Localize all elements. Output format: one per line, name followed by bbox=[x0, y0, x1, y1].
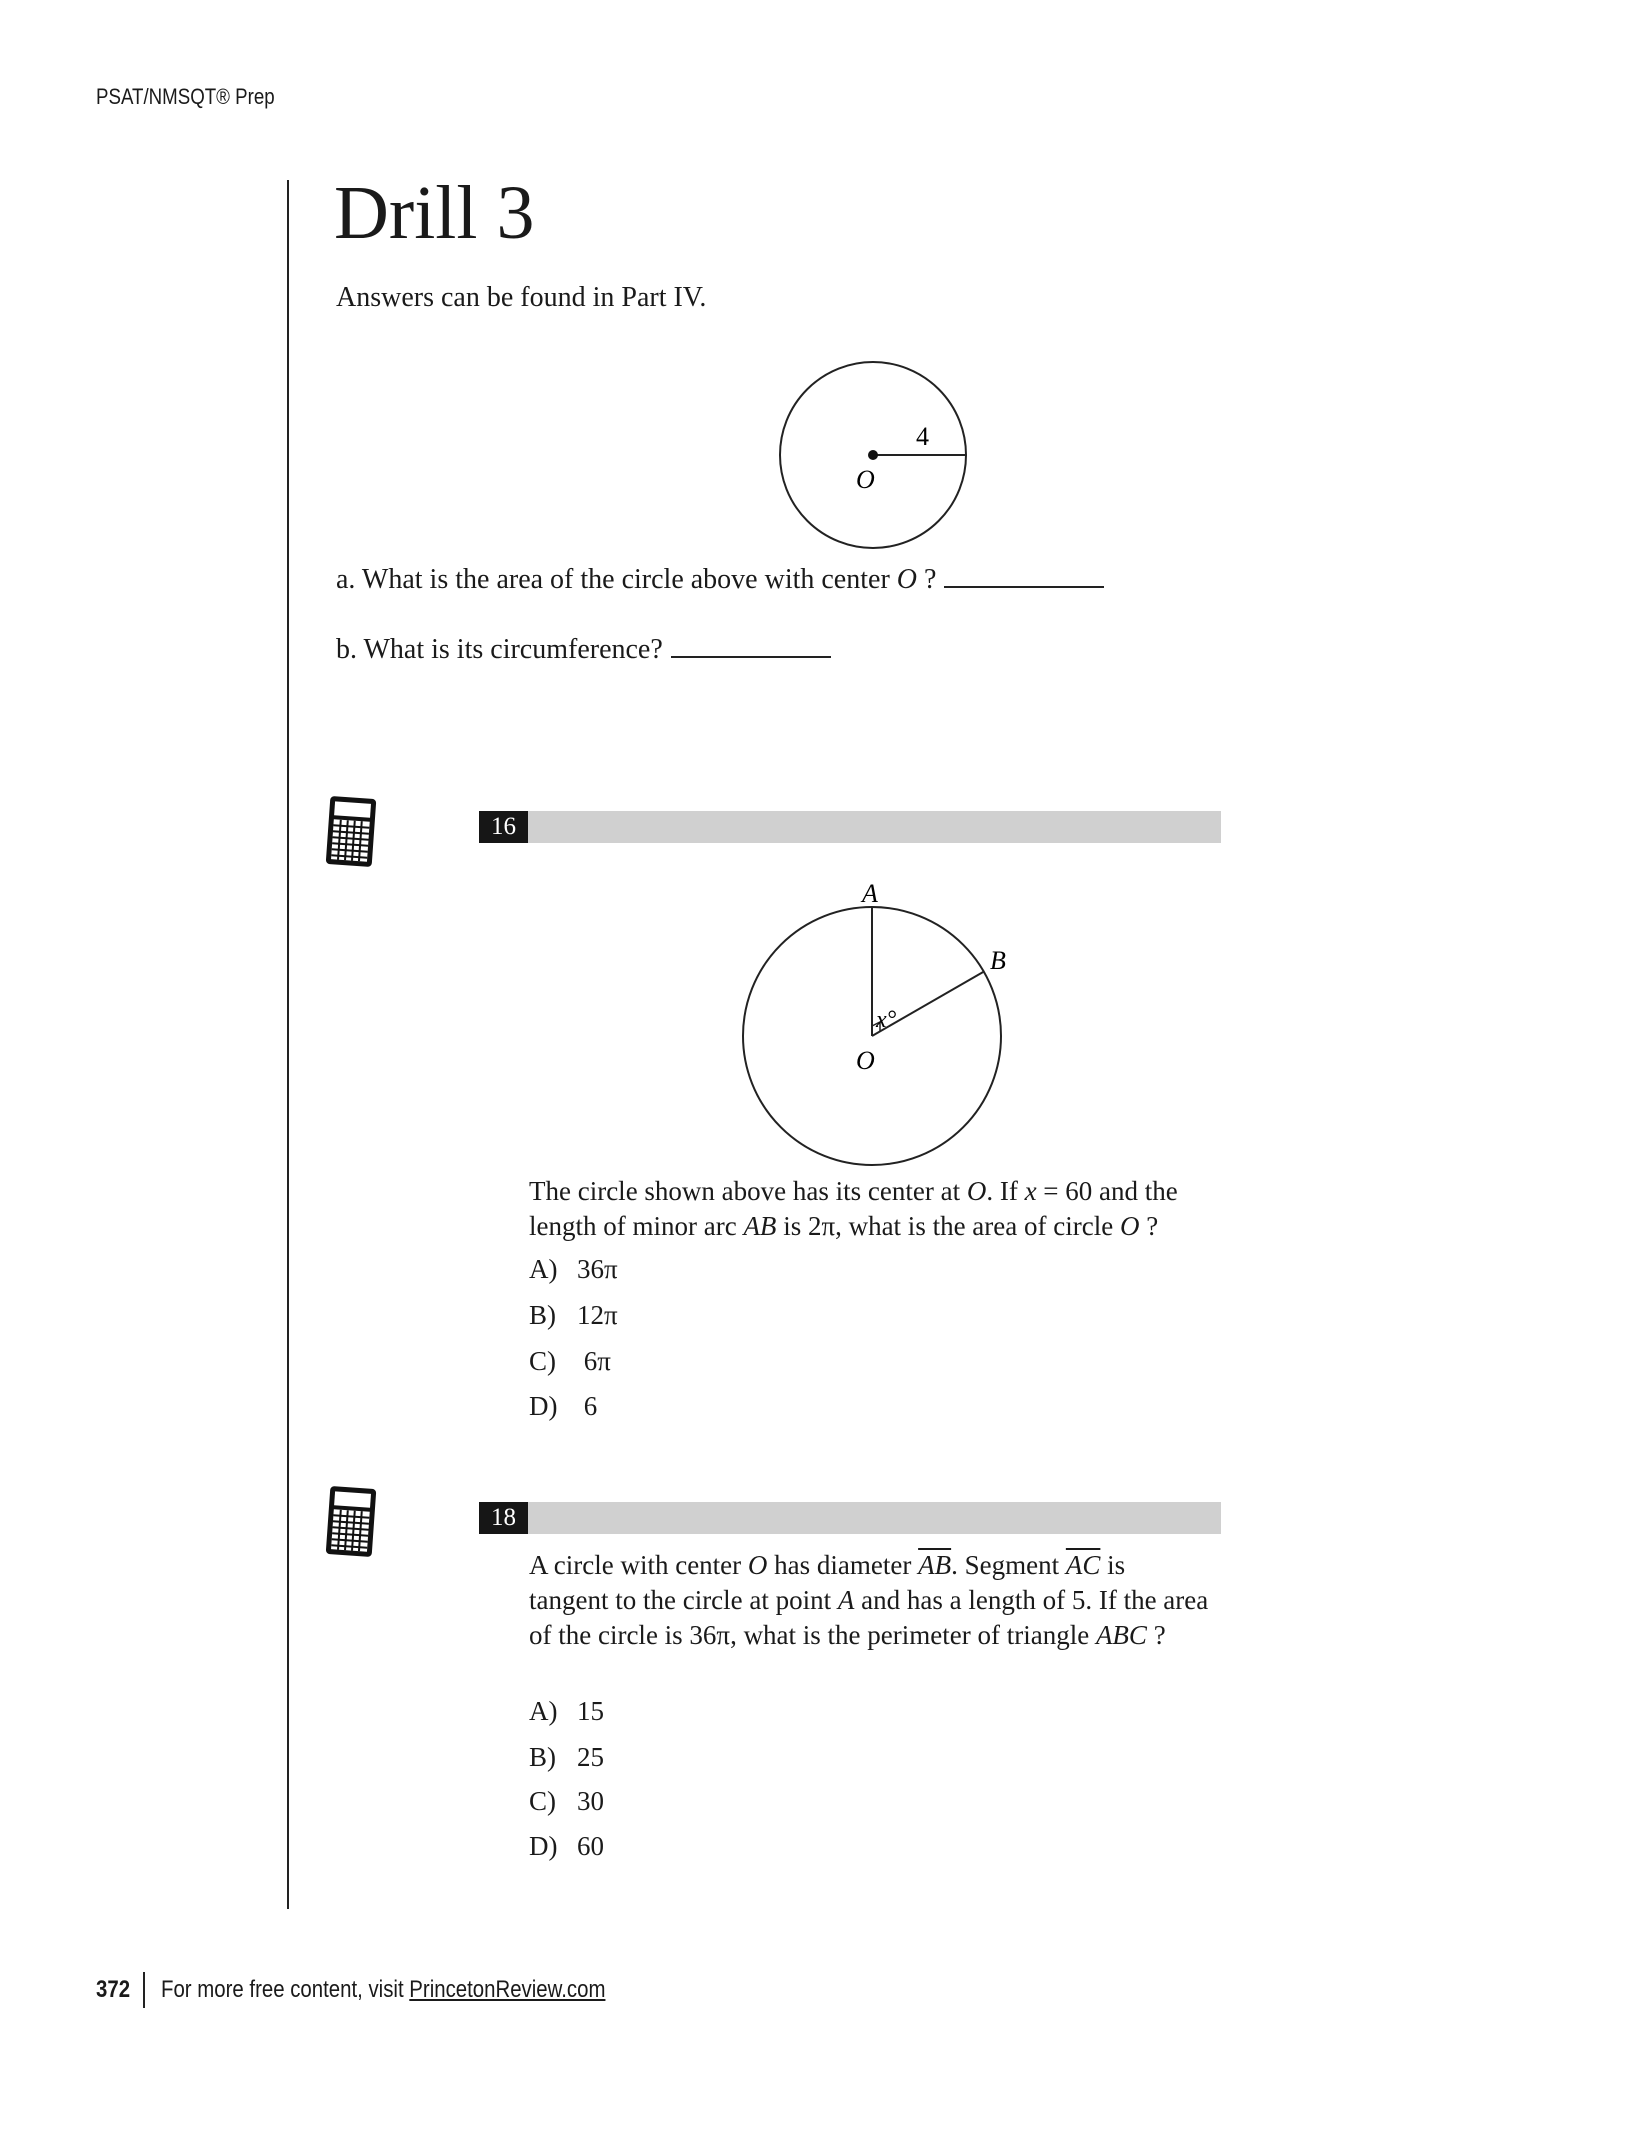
choice-d[interactable]: D) 6 bbox=[529, 1391, 598, 1421]
princeton-review-link[interactable]: PrincetonReview.com bbox=[409, 1976, 606, 2003]
running-head: PSAT/NMSQT® Prep bbox=[96, 84, 275, 109]
margin-rule bbox=[287, 180, 289, 1909]
footer-text: For more free content, visit PrincetonReview.com bbox=[161, 1976, 606, 2003]
angle-label: x° bbox=[876, 1007, 897, 1033]
center-label: O bbox=[856, 1046, 875, 1075]
choice-b[interactable]: B) 25 bbox=[529, 1742, 604, 1772]
question-number: 18 bbox=[479, 1502, 528, 1534]
choice-a[interactable]: A) 15 bbox=[529, 1696, 604, 1726]
answer-blank-a[interactable] bbox=[944, 585, 1104, 588]
center-label: O bbox=[856, 465, 875, 494]
footer-divider bbox=[143, 1972, 145, 2008]
choice-c[interactable]: C) 6π bbox=[529, 1346, 611, 1376]
calculator-icon bbox=[320, 796, 396, 868]
question-number: 16 bbox=[479, 811, 528, 843]
circle-figure-1 bbox=[770, 352, 980, 562]
question-16-bar bbox=[479, 811, 1221, 843]
point-b-label: B bbox=[990, 946, 1006, 975]
question-a: a. What is the area of the circle above with center O ? bbox=[336, 564, 1104, 596]
question-b: b. What is its circumference? bbox=[336, 634, 831, 666]
choice-b[interactable]: B) 12π bbox=[529, 1300, 618, 1330]
calculator-icon bbox=[320, 1486, 396, 1558]
subtitle: Answers can be found in Part IV. bbox=[336, 282, 707, 313]
point-a-label: A bbox=[862, 880, 878, 908]
radius-label: 4 bbox=[916, 422, 929, 451]
circle-figure-2 bbox=[730, 880, 1020, 1180]
page-number: 372 bbox=[96, 1976, 131, 2003]
answer-blank-b[interactable] bbox=[671, 655, 831, 658]
question-18-text: A circle with center O has diameter $\overline{AB}$. Segment $\overline{AC}$ is tangent to the circle at point A and has a length of 5. If the area of the circle is 36π, what is the perimeter of triangle ABC ? bbox=[529, 1550, 1209, 1650]
choice-a[interactable]: A) 36π bbox=[529, 1254, 618, 1284]
choice-c[interactable]: C) 30 bbox=[529, 1786, 604, 1816]
page-title: Drill 3 bbox=[334, 171, 535, 255]
question-16-text: The circle shown above has its center at O. If x = 60 and the length of minor arc AB is 2π, what is the area of circle O ? bbox=[529, 1176, 1178, 1241]
choice-d[interactable]: D) 60 bbox=[529, 1831, 604, 1861]
question-18-bar bbox=[479, 1502, 1221, 1534]
